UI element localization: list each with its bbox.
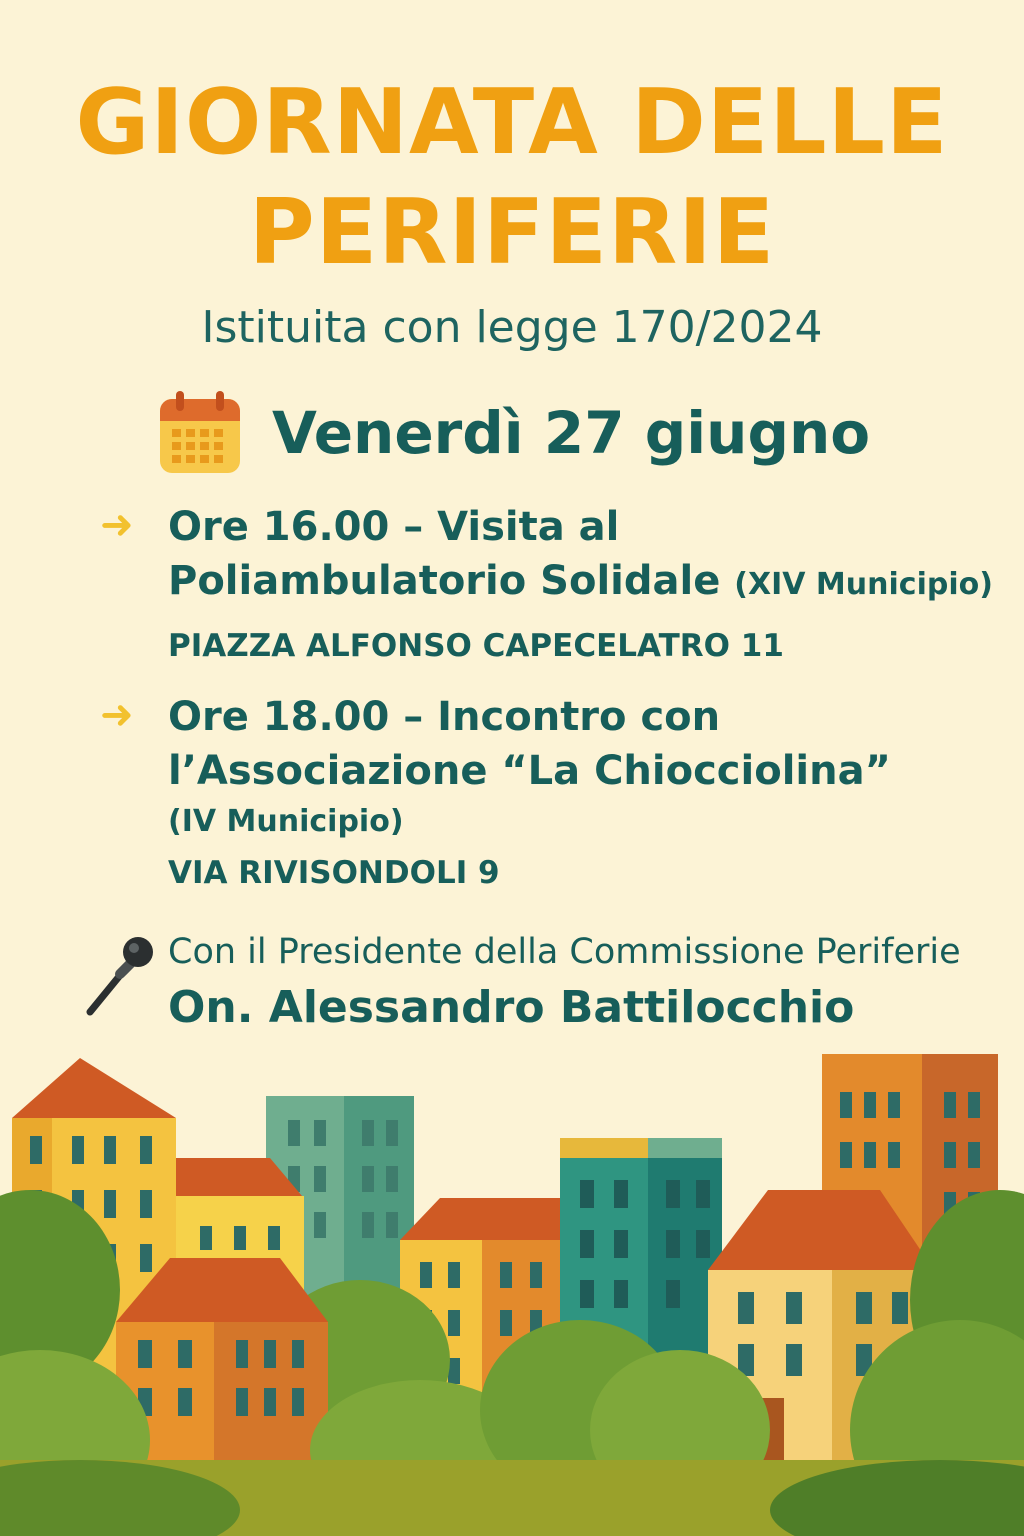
event-item — [100, 690, 1000, 891]
event-time-line: Ore 16.00 – Visita al — [168, 504, 620, 550]
title-line-2: PERIFERIE — [248, 180, 776, 285]
event-date: Venerdì 27 giugno — [272, 399, 871, 467]
arrow-right-icon: ➜ — [100, 502, 134, 548]
microphone-icon — [82, 932, 162, 1022]
speaker-block — [82, 932, 1012, 1033]
event-place-line: l’Associazione “La Chiocciolina” — [168, 748, 891, 794]
date-row — [158, 390, 870, 476]
event-time-line: Ore 18.00 – Incontro con — [168, 694, 721, 740]
event-place: Poliambulatorio Solidale — [168, 558, 721, 604]
event-item — [100, 500, 1000, 664]
event-address: VIA RIVISONDOLI 9 — [168, 855, 500, 891]
city-illustration — [0, 1040, 1024, 1536]
arrow-right-icon: ➜ — [100, 692, 134, 738]
title-line-1: GIORNATA DELLE — [75, 70, 949, 175]
calendar-icon — [158, 391, 242, 475]
speaker-role: Con il Presidente della Commissione Periferie — [168, 932, 961, 972]
event-place-line — [168, 554, 1000, 612]
subtitle: Istituita con legge 170/2024 — [201, 302, 823, 353]
event-address: PIAZZA ALFONSO CAPECELATRO 11 — [168, 628, 784, 664]
speaker-name: On. Alessandro Battilocchio — [168, 982, 855, 1033]
event-municipio: (XIV Municipio) — [734, 567, 993, 602]
event-municipio: (IV Municipio) — [168, 804, 404, 839]
